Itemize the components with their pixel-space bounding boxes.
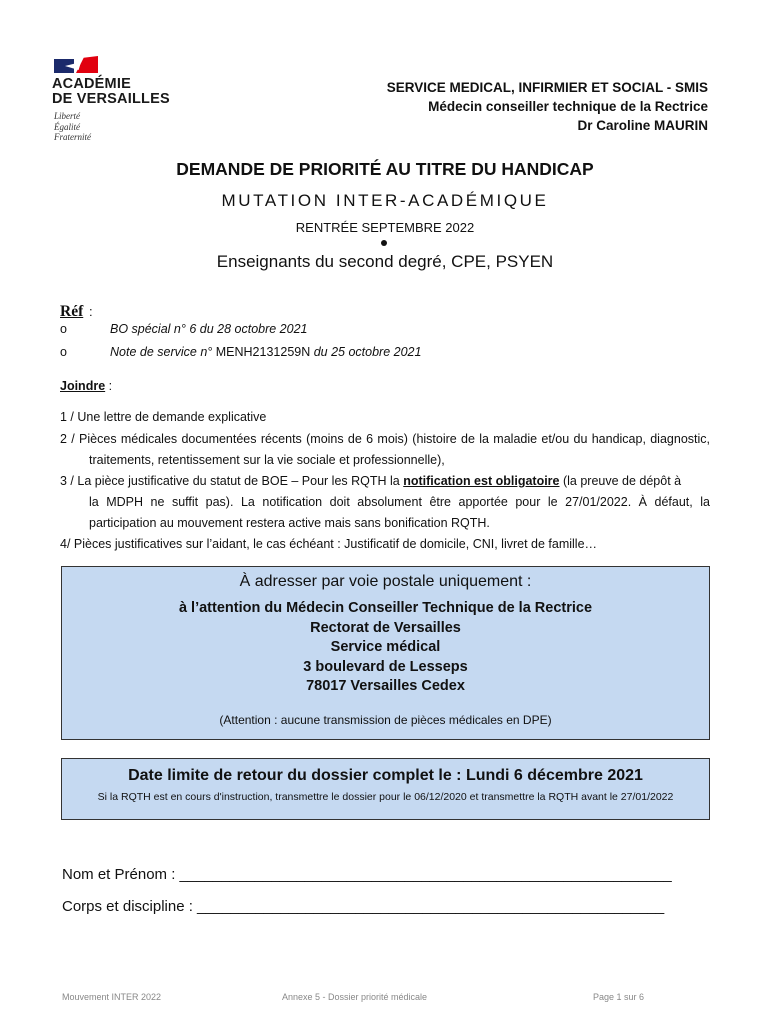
address-line: à l’attention du Médecin Conseiller Technique de la Rectrice [178,600,593,616]
document-subtitle: MUTATION INTER-ACADÉMIQUE [221,191,549,210]
reference-code: MENH2131259N [215,345,311,359]
service-role: Médecin conseiller technique de la Rectrice [428,99,708,114]
marianne-logo-mark [54,56,100,74]
logo-name: ACADÉMIE DE VERSAILLES [52,76,170,107]
service-header [387,78,708,135]
list-item: 1 / Une lettre de demande explicative [60,410,267,424]
list-item: 2 / Pièces médicales documentées récents (moins de 6 mois) (histoire de la maladie et/ou du handicap, diagnostic, traitements, retentissement sur la vie sociale et professionnelle), [60,432,710,467]
bullet-separator [381,240,387,246]
document-audience: Enseignants du second degré, CPE, PSYEN [216,252,554,271]
reference-text: BO spécial n° 6 du 28 octobre 2021 [110,322,308,336]
address-heading: À adresser par voie postale uniquement : [239,573,532,590]
reference-text: Note de service n° MENH2131259N du 25 octobre 2021 [110,345,422,359]
address-box [61,566,710,740]
deadline-note: Si la RQTH est en cours d'instruction, transmettre le dossier pour le 06/12/2020 et transmettre la RQTH avant le 27/01/2022 [97,791,674,803]
service-name: SERVICE MEDICAL, INFIRMIER ET SOCIAL - SMIS [386,80,708,95]
obligation-emphasis: notification est obligatoire [403,474,560,488]
references-label: Réf [60,303,84,320]
address-line: 3 boulevard de Lesseps [303,658,468,675]
deadline-heading: Date limite de retour du dossier complet le : Lundi 6 décembre 2021 [128,767,643,784]
corps-field[interactable]: Corps et discipline : ________________________________________________________ [62,898,665,915]
name-field[interactable]: Nom et Prénom : ___________________________________________________________ [62,866,672,883]
logo-motto: Liberté Égalité Fraternité [54,111,91,142]
address-note: (Attention : aucune transmission de pièces médicales en DPE) [219,712,552,727]
list-item: 4/ Pièces justificatives sur l’aidant, le cas échéant : Justificatif de domicile, CNI, livret de famille… [60,537,598,551]
footer-page-number: Page 1 sur 6 [593,992,645,1002]
academie-logo [52,56,192,148]
bullet-marker: o [60,345,67,359]
address-line: Rectorat de Versailles [310,619,461,636]
deadline-box [61,758,710,820]
address-line: 78017 Versailles Cedex [306,678,465,695]
document-title: DEMANDE DE PRIORITÉ AU TITRE DU HANDICAP [176,159,594,179]
service-doctor: Dr Caroline MAURIN [577,118,708,133]
footer-center: Annexe 5 - Dossier priorité médicale [282,992,428,1002]
footer-left: Mouvement INTER 2022 [62,992,162,1002]
document-date: RENTRÉE SEPTEMBRE 2022 [295,220,475,235]
list-item: 3 / La pièce justificative du statut de BOE – Pour les RQTH la notification est obligatoire (la preuve de dépôt à la MDPH ne suffit pas). La notification doit absolument être apportée pour le 27/01/2022. À défaut, la participation au mouvement restera active mais sans bonification RQTH. [60,474,710,530]
address-line: Service médical [330,639,441,656]
bullet-marker: o [60,322,67,336]
joindre-heading: Joindre : [60,379,113,393]
references-colon: : [89,304,93,319]
